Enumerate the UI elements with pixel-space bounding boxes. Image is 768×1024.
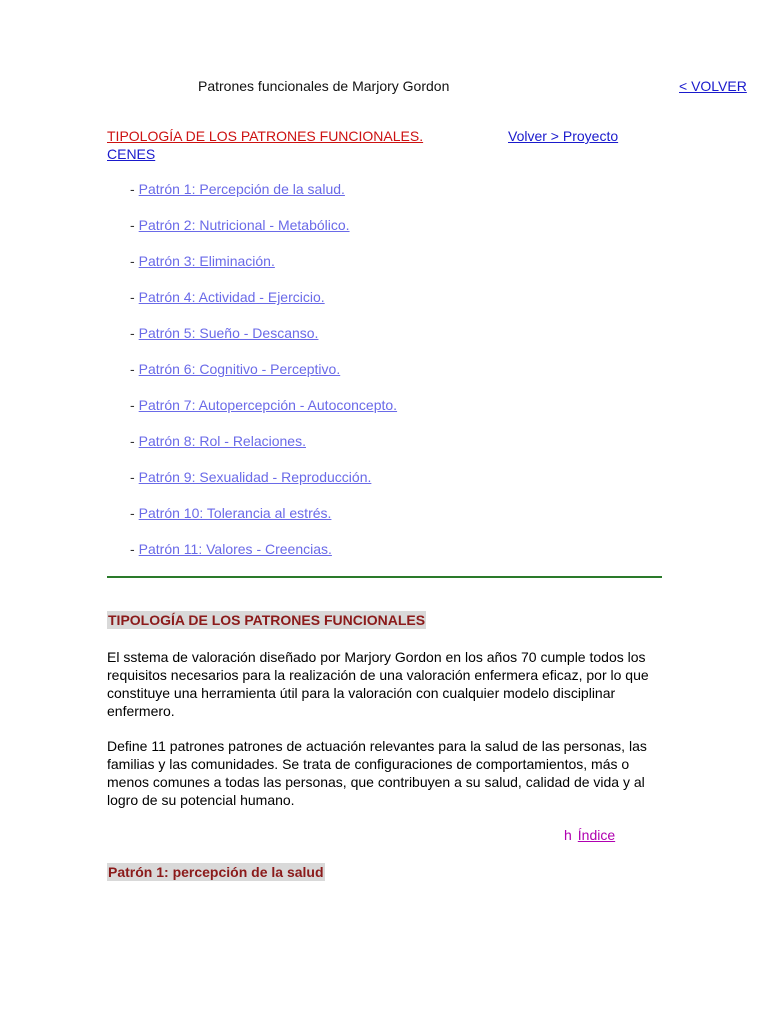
list-dash: - (130, 253, 135, 269)
list-item (130, 396, 397, 432)
list-dash: - (130, 541, 135, 557)
list-item (130, 180, 397, 216)
pattern1-heading: Patrón 1: percepción de la salud (108, 864, 324, 880)
list-item (130, 468, 397, 504)
index-marker: h (564, 827, 572, 843)
list-item (130, 504, 397, 540)
list-item (130, 432, 397, 468)
cenes-link[interactable]: CENES (107, 146, 156, 162)
pattern-link-4[interactable]: Patrón 4: Actividad - Ejercicio. (138, 289, 325, 305)
list-dash: - (130, 217, 135, 233)
pattern-link-6[interactable]: Patrón 6: Cognitivo - Perceptivo. (138, 361, 341, 377)
document-title: Patrones funcionales de Marjory Gordon (198, 78, 450, 94)
volver-link[interactable]: < VOLVER (679, 78, 747, 94)
index-row (564, 827, 615, 843)
list-dash: - (130, 433, 135, 449)
list-dash: - (130, 289, 135, 305)
list-item (130, 540, 397, 576)
list-item (130, 216, 397, 252)
pattern-link-9[interactable]: Patrón 9: Sexualidad - Reproducción. (138, 469, 372, 485)
pattern-link-5[interactable]: Patrón 5: Sueño - Descanso. (138, 325, 319, 341)
intro-paragraph: El sstema de valoración diseñado por Marjory Gordon en los años 70 cumple todos los requisitos necesarios para la realización de una valoración enfermera eficaz, por lo que constituye una herramienta útil para la valoración con cualquier modelo disciplinar enfermero. (107, 649, 649, 719)
list-item (130, 324, 397, 360)
list-dash: - (130, 325, 135, 341)
pattern-link-11[interactable]: Patrón 11: Valores - Creencias. (138, 541, 332, 557)
list-item (130, 360, 397, 396)
index-link[interactable]: Índice (577, 827, 616, 843)
definition-paragraph: Define 11 patrones patrones de actuación relevantes para la salud de las personas, las familias y las comunidades. Se trata de configuraciones de comportamientos, más o menos comunes a todas las personas, que contribuyen a su salud, calidad de vida y al logro de su potencial humano. (107, 738, 647, 808)
pattern-link-3[interactable]: Patrón 3: Eliminación. (138, 253, 275, 269)
pattern-list (130, 180, 397, 576)
list-dash: - (130, 181, 135, 197)
section-heading: TIPOLOGÍA DE LOS PATRONES FUNCIONALES (108, 612, 426, 628)
list-dash: - (130, 505, 135, 521)
volver-proyecto-link[interactable]: Volver > Proyecto (508, 128, 619, 144)
list-item (130, 288, 397, 324)
pattern-link-1[interactable]: Patrón 1: Percepción de la salud. (138, 181, 345, 197)
list-item (130, 252, 397, 288)
list-dash: - (130, 397, 135, 413)
list-dash: - (130, 361, 135, 377)
typology-heading-link[interactable]: TIPOLOGÍA DE LOS PATRONES FUNCIONALES. (107, 128, 424, 144)
pattern-link-2[interactable]: Patrón 2: Nutricional - Metabólico. (138, 217, 350, 233)
pattern-link-7[interactable]: Patrón 7: Autopercepción - Autoconcepto. (138, 397, 398, 413)
pattern-link-8[interactable]: Patrón 8: Rol - Relaciones. (138, 433, 306, 449)
list-dash: - (130, 469, 135, 485)
section-divider (107, 576, 662, 578)
pattern-link-10[interactable]: Patrón 10: Tolerancia al estrés. (138, 505, 332, 521)
